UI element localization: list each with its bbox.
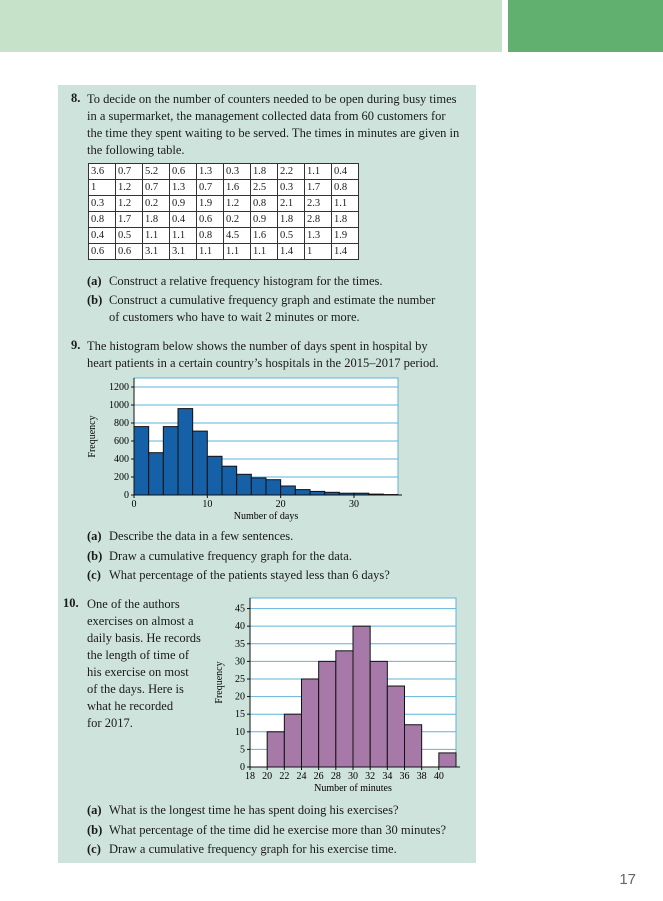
waiting-times-table <box>88 163 359 260</box>
histogram-bar <box>178 409 193 495</box>
q8-line: the following table. <box>87 143 185 157</box>
table-cell: 1.2 <box>224 196 251 212</box>
part-label: (b) <box>87 549 103 563</box>
table-cell: 0.4 <box>89 228 116 244</box>
table-cell: 1.8 <box>278 212 305 228</box>
table-cell: 0.9 <box>251 212 278 228</box>
q10-part-a <box>87 802 399 819</box>
table-row <box>89 212 359 228</box>
table-cell: 1.8 <box>251 164 278 180</box>
table-cell: 1.1 <box>251 244 278 260</box>
histogram-bar <box>149 453 164 495</box>
hospital-days-histogram <box>80 372 420 527</box>
y-tick-label: 20 <box>235 691 245 703</box>
table-cell: 1.1 <box>170 228 197 244</box>
table-cell: 1 <box>305 244 332 260</box>
table-cell: 2.3 <box>305 196 332 212</box>
table-cell: 2.2 <box>278 164 305 180</box>
histogram-bar <box>310 491 325 495</box>
exercise-minutes-histogram <box>208 594 470 794</box>
table-cell: 0.4 <box>170 212 197 228</box>
table-cell: 0.5 <box>116 228 143 244</box>
x-tick-label: 20 <box>262 771 273 782</box>
table-cell: 0.8 <box>251 196 278 212</box>
histogram-bar <box>295 490 310 495</box>
histogram-bar <box>387 686 404 767</box>
q9-number: 9. <box>71 338 81 352</box>
table-cell: 0.5 <box>278 228 305 244</box>
q8-part-b <box>87 292 435 326</box>
x-axis-label: Number of minutes <box>314 783 392 794</box>
q8-line: the time they spent waiting to be served. The times in minutes are given in <box>87 126 460 140</box>
part-text: Draw a cumulative frequency graph for his exercise time. <box>109 842 397 856</box>
table-cell: 0.8 <box>332 180 359 196</box>
histogram-bar <box>336 651 353 767</box>
table-cell: 0.6 <box>197 212 224 228</box>
q10-part-b <box>87 822 446 839</box>
table-cell: 1.7 <box>305 180 332 196</box>
q8-line: To decide on the number of counters needed to be open during busy times <box>87 92 457 106</box>
table-cell: 1.2 <box>116 196 143 212</box>
x-tick-label: 24 <box>296 771 307 782</box>
table-cell: 1.9 <box>332 228 359 244</box>
part-text: What percentage of the patients stayed less than 6 days? <box>109 568 390 582</box>
q8-part-a <box>87 273 383 290</box>
table-cell: 1.1 <box>305 164 332 180</box>
y-tick-label: 600 <box>114 436 129 447</box>
table-cell: 0.3 <box>278 180 305 196</box>
table-cell: 1.7 <box>116 212 143 228</box>
table-cell: 0.3 <box>89 196 116 212</box>
q9-part-a <box>87 528 293 545</box>
part-label: (b) <box>87 293 103 307</box>
table-cell: 1.8 <box>143 212 170 228</box>
y-axis-label: Frequency <box>87 415 98 458</box>
table-cell: 1.3 <box>170 180 197 196</box>
q9-text <box>87 338 439 372</box>
x-tick-label: 26 <box>313 771 324 782</box>
table-cell: 1.9 <box>197 196 224 212</box>
y-tick-label: 10 <box>235 726 245 738</box>
table-row <box>89 164 359 180</box>
table-cell: 0.8 <box>197 228 224 244</box>
table-cell: 2.1 <box>278 196 305 212</box>
y-tick-label: 40 <box>235 621 245 633</box>
q10-line: exercises on almost a <box>87 614 194 628</box>
table-cell: 3.1 <box>170 244 197 260</box>
table-cell: 1.4 <box>332 244 359 260</box>
q9-line: heart patients in a certain country’s hospitals in the 2015–2017 period. <box>87 356 439 370</box>
part-text: What is the longest time he has spent doing his exercises? <box>109 803 399 817</box>
table-cell: 0.2 <box>143 196 170 212</box>
table-cell: 1.3 <box>197 164 224 180</box>
table-row <box>89 228 359 244</box>
q10-line: daily basis. He records <box>87 631 201 645</box>
table-cell: 0.9 <box>170 196 197 212</box>
histogram-bar <box>319 661 336 767</box>
y-tick-label: 25 <box>235 673 245 685</box>
q8-line: in a supermarket, the management collected data from 60 customers for <box>87 109 446 123</box>
table-cell: 1.1 <box>332 196 359 212</box>
table-cell: 0.7 <box>197 180 224 196</box>
part-label: (c) <box>87 568 101 582</box>
y-tick-label: 1000 <box>109 400 129 411</box>
table-cell: 1.1 <box>224 244 251 260</box>
y-tick-label: 0 <box>240 762 245 773</box>
q10-line: the length of time of <box>87 648 190 662</box>
q10-part-c <box>87 841 397 858</box>
part-label: (a) <box>87 803 102 817</box>
histogram-bar <box>163 427 178 495</box>
q9-line: The histogram below shows the number of days spent in hospital by <box>87 339 428 353</box>
part-text: Draw a cumulative frequency graph for the data. <box>109 549 352 563</box>
q10-line: for 2017. <box>87 716 133 730</box>
table-cell: 1.2 <box>116 180 143 196</box>
histogram-bar <box>353 626 370 767</box>
part-text: Construct a relative frequency histogram for the times. <box>109 274 383 288</box>
histogram-bar <box>370 661 387 767</box>
table-cell: 0.2 <box>224 212 251 228</box>
x-tick-label: 40 <box>433 771 444 782</box>
histogram-bar <box>207 456 222 495</box>
part-label: (b) <box>87 823 103 837</box>
part-text: of customers who have to wait 2 minutes or more. <box>109 310 360 324</box>
part-text: What percentage of the time did he exercise more than 30 minutes? <box>109 823 447 837</box>
histogram-bar <box>302 679 319 767</box>
q8-text <box>87 91 459 159</box>
y-tick-label: 1200 <box>109 382 129 393</box>
histogram-bar <box>266 480 281 495</box>
x-tick-label: 20 <box>275 499 286 510</box>
y-tick-label: 45 <box>235 603 245 615</box>
table-row <box>89 180 359 196</box>
x-axis-label: Number of days <box>233 511 299 522</box>
histogram-bar <box>439 753 456 767</box>
x-tick-label: 32 <box>365 771 376 782</box>
part-text: Construct a cumulative frequency graph and estimate the number <box>109 293 436 307</box>
q10-text <box>87 596 201 732</box>
table-cell: 5.2 <box>143 164 170 180</box>
q10-number: 10. <box>63 596 79 610</box>
q10-line: of the days. Here is <box>87 682 184 696</box>
page-number: 17 <box>619 871 636 888</box>
histogram-bar <box>284 714 301 767</box>
y-tick-label: 35 <box>235 638 245 650</box>
y-tick-label: 800 <box>114 418 129 429</box>
table-cell: 0.7 <box>116 164 143 180</box>
table-cell: 0.6 <box>116 244 143 260</box>
table-cell: 1.6 <box>224 180 251 196</box>
q10-line: One of the authors <box>87 597 180 611</box>
histogram-bar <box>281 486 296 495</box>
q8-number: 8. <box>71 91 81 105</box>
histogram-bar <box>251 478 266 495</box>
x-tick-label: 0 <box>131 499 137 510</box>
x-tick-label: 38 <box>416 771 427 782</box>
x-tick-label: 30 <box>349 499 359 510</box>
table-cell: 1.6 <box>251 228 278 244</box>
x-tick-label: 34 <box>382 771 393 782</box>
table-cell: 0.6 <box>89 244 116 260</box>
histogram-bar <box>134 427 149 495</box>
table-cell: 0.7 <box>143 180 170 196</box>
y-axis-label: Frequency <box>214 661 225 704</box>
y-tick-label: 0 <box>124 490 129 501</box>
y-tick-label: 15 <box>235 709 245 721</box>
q10-line: his exercise on most <box>87 665 189 679</box>
x-tick-label: 36 <box>399 771 410 782</box>
table-cell: 2.8 <box>305 212 332 228</box>
x-tick-label: 28 <box>330 771 341 782</box>
histogram-bar <box>222 466 237 495</box>
table-cell: 3.1 <box>143 244 170 260</box>
part-label: (c) <box>87 842 101 856</box>
table-row <box>89 244 359 260</box>
table-cell: 0.6 <box>170 164 197 180</box>
histogram-bar <box>405 725 422 767</box>
table-cell: 1.8 <box>332 212 359 228</box>
header-band-dark <box>508 0 663 52</box>
histogram-bar <box>237 474 252 495</box>
y-tick-label: 5 <box>240 744 245 756</box>
y-tick-label: 200 <box>114 472 129 483</box>
histogram-bar <box>267 732 284 767</box>
header-band-light <box>0 0 502 52</box>
x-tick-label: 30 <box>348 771 358 782</box>
table-cell: 0.4 <box>332 164 359 180</box>
table-cell: 1.1 <box>143 228 170 244</box>
table-cell: 0.8 <box>89 212 116 228</box>
table-cell: 2.5 <box>251 180 278 196</box>
part-text: Describe the data in a few sentences. <box>109 529 294 543</box>
table-cell: 1.1 <box>197 244 224 260</box>
x-tick-label: 18 <box>245 771 255 782</box>
part-label: (a) <box>87 529 102 543</box>
table-row <box>89 196 359 212</box>
q10-line: what he recorded <box>87 699 174 713</box>
table-cell: 0.3 <box>224 164 251 180</box>
x-tick-label: 22 <box>279 771 290 782</box>
q9-part-b <box>87 548 352 565</box>
table-cell: 1 <box>89 180 116 196</box>
histogram-bar <box>193 431 208 495</box>
part-label: (a) <box>87 274 102 288</box>
y-tick-label: 400 <box>114 454 129 465</box>
table-cell: 4.5 <box>224 228 251 244</box>
q9-part-c <box>87 567 390 584</box>
table-cell: 3.6 <box>89 164 116 180</box>
y-tick-label: 30 <box>235 656 245 668</box>
table-cell: 1.3 <box>305 228 332 244</box>
table-cell: 1.4 <box>278 244 305 260</box>
x-tick-label: 10 <box>202 499 213 510</box>
